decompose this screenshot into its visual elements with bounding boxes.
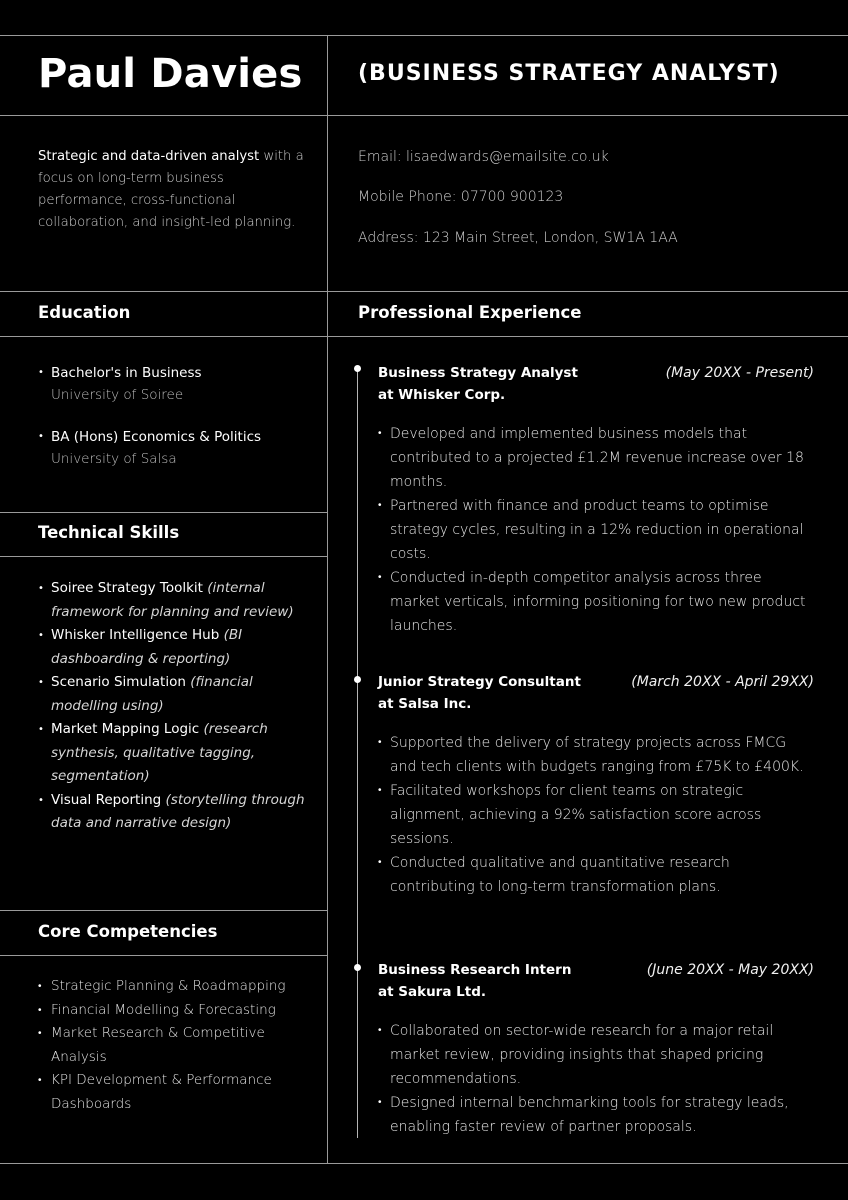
competency-item: • Market Research & Competitive Analysis [38, 1022, 318, 1069]
timeline-dot-icon [354, 365, 361, 372]
skill-desc: (BI dashboarding & reporting) [51, 627, 243, 667]
education-item [38, 362, 318, 406]
divider [0, 1163, 848, 1164]
contact-phone[interactable]: Mobile Phone: 07700 900123 [358, 189, 564, 205]
job-title: (BUSINESS STRATEGY ANALYST) [358, 61, 780, 86]
skill-name: Soiree Strategy Toolkit [51, 580, 203, 596]
column-divider [327, 35, 328, 1164]
competencies-heading: Core Competencies [38, 922, 218, 941]
skill-desc: (research synthesis, qualitative tagging, segmentation) [51, 721, 268, 784]
divider [0, 556, 328, 557]
job-bullet: • Facilitated workshops for client teams on strategic alignment, achieving a 92% satisfaction score across sessions. [378, 779, 814, 851]
education-list [38, 362, 318, 490]
education-heading: Education [38, 303, 131, 322]
job-bullet: • Supported the delivery of strategy projects across FMCG and tech clients with budgets ranging from £75K to £400K. [378, 731, 814, 779]
timeline-dot-icon [354, 964, 361, 971]
experience-entry [378, 362, 814, 638]
skill-item [38, 718, 308, 789]
competency-item: • Strategic Planning & Roadmapping [38, 975, 318, 999]
divider [0, 955, 328, 956]
competency-item: • KPI Development & Performance Dashboards [38, 1069, 318, 1116]
skill-item [38, 624, 308, 671]
skill-item [38, 789, 308, 836]
skills-list [38, 577, 308, 836]
competencies-list [38, 975, 318, 1116]
job-role: Business Research Intern at Sakura Ltd. [378, 962, 572, 1000]
skill-name: Scenario Simulation [51, 674, 186, 690]
skill-desc: (internal framework for planning and review) [51, 580, 294, 620]
skill-item [38, 577, 308, 624]
job-role: Junior Strategy Consultant at Salsa Inc. [378, 674, 581, 712]
divider [0, 336, 848, 337]
experience-entry [378, 671, 814, 899]
job-bullet: • Conducted in-depth competitor analysis across three market verticals, informing positioning for two new product launches. [378, 566, 814, 638]
skills-heading: Technical Skills [38, 523, 180, 542]
contact-email[interactable]: Email: lisaedwards@emailsite.co.uk [358, 149, 609, 165]
skill-desc: (financial modelling using) [51, 674, 253, 714]
job-bullet: • Conducted qualitative and quantitative research contributing to long-term transformation plans. [378, 851, 814, 899]
skill-name: Whisker Intelligence Hub [51, 627, 220, 643]
job-bullet: • Partnered with finance and product teams to optimise strategy cycles, resulting in a 12% reduction in operational costs. [378, 494, 814, 566]
skill-name: Market Mapping Logic [51, 721, 200, 737]
degree: • Bachelor's in Business [51, 365, 202, 381]
timeline-line [357, 369, 358, 1138]
experience-entry [378, 959, 814, 1139]
skill-desc: (storytelling through data and narrative design) [51, 791, 305, 831]
job-dates: (May 20XX - Present) [665, 365, 814, 381]
school: University of Salsa [51, 451, 177, 467]
summary-text: with a focus on long-term business performance, cross-functional collaboration, and insight-led planning. [38, 149, 304, 230]
divider [0, 291, 848, 292]
degree: • BA (Hons) Economics & Politics [51, 429, 262, 445]
experience-heading: Professional Experience [358, 303, 582, 322]
job-bullet: • Designed internal benchmarking tools for strategy leads, enabling faster review of partner proposals. [378, 1091, 814, 1139]
job-dates: (March 20XX - April 29XX) [631, 674, 814, 690]
divider [0, 512, 328, 513]
school: University of Soiree [51, 387, 184, 403]
contact-address: Address: 123 Main Street, London, SW1A 1AA [358, 230, 678, 246]
job-bullet: • Developed and implemented business models that contributed to a projected £1.2M revenue increase over 18 months. [378, 422, 814, 494]
profile-summary [38, 146, 313, 234]
divider [0, 115, 848, 116]
skill-name: Visual Reporting [51, 791, 162, 808]
education-item [38, 426, 318, 470]
timeline-dot-icon [354, 676, 361, 683]
divider [0, 35, 848, 36]
job-bullet: • Collaborated on sector-wide research for a major retail market review, providing insights that shaped pricing recommendations. [378, 1019, 814, 1091]
candidate-name: Paul Davies [38, 51, 303, 97]
job-role: Business Strategy Analyst at Whisker Corp. [378, 365, 578, 403]
divider [0, 910, 328, 911]
summary-lead: Strategic and data-driven analyst [38, 149, 260, 164]
competency-item: • Financial Modelling & Forecasting [38, 999, 318, 1023]
job-dates: (June 20XX - May 20XX) [646, 962, 814, 978]
skill-item [38, 671, 308, 718]
